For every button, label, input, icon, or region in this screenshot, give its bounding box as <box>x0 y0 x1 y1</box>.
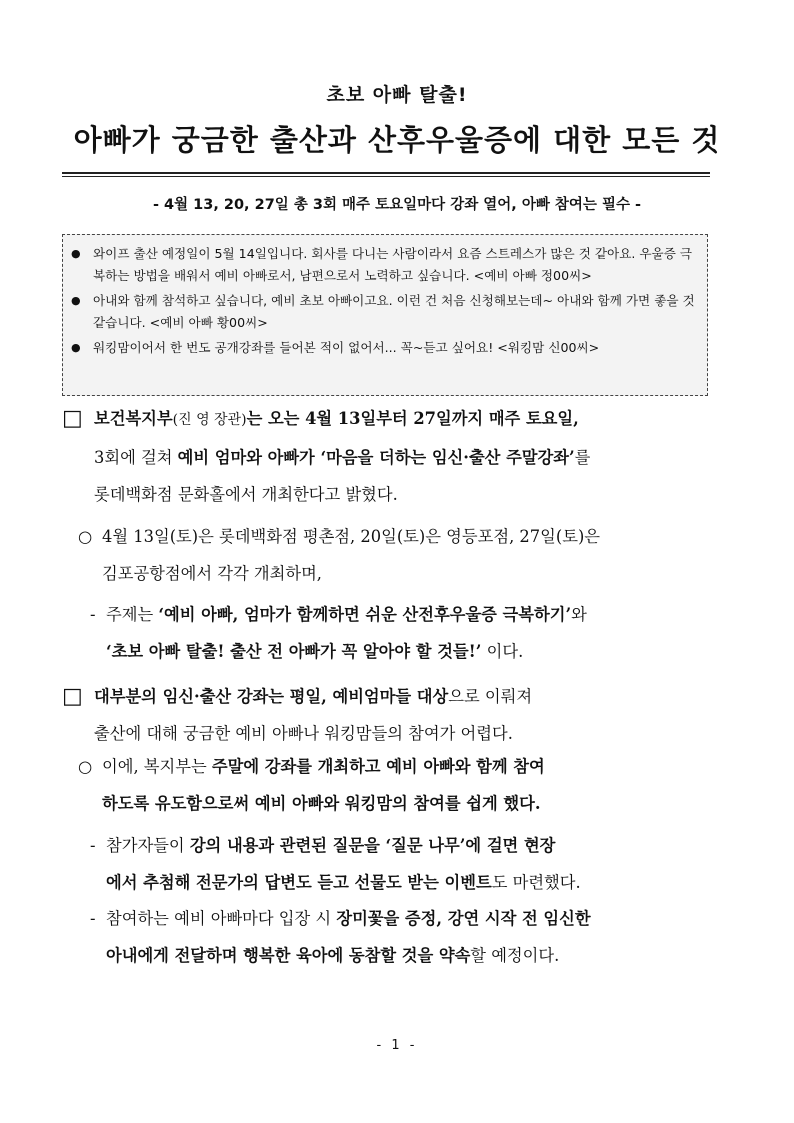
emphasis-text: 주말에 강좌를 개최하고 예비 아빠와 함께 참여 <box>211 757 545 776</box>
emphasis-text: 보건복지부 <box>94 409 173 428</box>
plain-text: 도 마련했다. <box>491 873 581 892</box>
plain-text: 참가자들이 <box>106 836 190 855</box>
paragraph-ministry-announcement <box>62 400 710 513</box>
paragraph-text <box>78 518 710 592</box>
plain-text: 출산에 대해 궁금한 예비 아빠나 워킹맘들의 참여가 어렵다. <box>94 724 513 743</box>
circle-bullet-icon: ○ <box>78 757 93 776</box>
paragraph-weekday-problem <box>62 678 710 752</box>
plain-text: 김포공항점에서 각각 개최하며, <box>102 564 322 583</box>
quote-text: 아내와 함께 참석하고 싶습니다, 예비 초보 아빠이고요. 이런 건 처음 신청해보는데~ 아내와 함께 가면 좋을 것 같습니다. <예비 아빠 황00씨> <box>93 293 695 330</box>
emphasis-text: 는 오는 4월 13일부터 27일까지 매주 토요일, <box>246 409 579 428</box>
plain-text: 와 <box>571 605 587 624</box>
quote-item <box>71 290 697 333</box>
quote-item <box>71 243 697 286</box>
plain-text: 으로 이뤄져 <box>448 687 533 706</box>
plain-text: 참여하는 예비 아빠마다 입장 시 <box>106 909 337 928</box>
paragraph-text <box>90 900 710 974</box>
quote-text: 와이프 출산 예정일이 5월 14일입니다. 회사를 다니는 사람이라서 요즘 스트레스가 많은 것 같아요. 우울증 극복하는 방법을 배워서 예비 아빠로서, 남편으로서 노력하고 싶습니다. <예비 아빠 정00씨> <box>93 246 693 283</box>
title-divider-thin <box>62 176 710 177</box>
plain-text: 할 예정이다. <box>470 946 560 965</box>
paragraph-rose-gift <box>90 900 710 974</box>
dash-bullet-icon: - <box>90 605 96 624</box>
plain-text: 3회에 걸쳐 <box>94 448 178 467</box>
paragraph-text <box>78 748 710 822</box>
plain-text: 를 <box>574 448 591 467</box>
title-divider <box>62 172 710 174</box>
checkbox-square-icon: □ <box>62 684 83 709</box>
bullet-icon: ● <box>71 294 81 307</box>
emphasis-text: 강의 내용과 관련된 질문을 ‘질문 나무’에 걸면 현장 <box>189 836 556 855</box>
plain-text: 이다. <box>481 642 524 661</box>
quote-item <box>71 337 697 359</box>
minister-note: (진 영 장관) <box>172 412 247 428</box>
headline-title: 아빠가 궁금한 출산과 산후우울증에 대한 모든 것 <box>73 123 721 157</box>
paragraph-weekend-solution <box>78 748 710 822</box>
bullet-icon: ● <box>71 341 81 354</box>
dash-bullet-icon: - <box>90 836 96 855</box>
paragraph-question-tree <box>90 827 710 901</box>
circle-bullet-icon: ○ <box>78 527 93 546</box>
paragraph-text <box>90 596 710 670</box>
paragraph-text <box>62 400 710 513</box>
emphasis-text: ‘초보 아빠 탈출! 출산 전 아빠가 꼭 알아야 할 것들!’ <box>106 642 482 661</box>
emphasis-text: 장미꽃을 증정, 강연 시작 전 임신한 <box>336 909 591 928</box>
paragraph-text <box>62 678 710 752</box>
emphasis-text: ‘예비 아빠, 엄마가 함께하면 쉬운 산전후우울증 극복하기’ <box>158 605 572 624</box>
checkbox-square-icon: □ <box>62 406 83 431</box>
paragraph-venues <box>78 518 710 592</box>
subheadline: - 4월 13, 20, 27일 총 3회 매주 토요일마다 강좌 열어, 아빠 참여는 필수 - <box>152 197 642 213</box>
paragraph-text <box>90 827 710 901</box>
paragraph-topics <box>90 596 710 670</box>
quote-text: 워킹맘이어서 한 번도 공개강좌를 들어본 적이 없어서... 꼭~듣고 싶어요! <워킹맘 신00씨> <box>93 340 600 355</box>
emphasis-text: 아내에게 전달하며 행복한 육아에 동참할 것을 약속 <box>106 946 471 965</box>
emphasis-text: 하도록 유도함으로써 예비 아빠와 워킹맘의 참여를 쉽게 했다. <box>102 794 541 813</box>
emphasis-text: 에서 추첨해 전문가의 답변도 듣고 선물도 받는 이벤트 <box>106 873 492 892</box>
bullet-icon: ● <box>71 247 81 260</box>
plain-text: 주제는 <box>106 605 159 624</box>
emphasis-text: 예비 엄마와 아빠가 ‘마음을 더하는 임신·출산 주말강좌’ <box>177 448 575 467</box>
emphasis-text: 대부분의 임신·출산 강좌는 평일, 예비엄마들 대상 <box>94 687 449 706</box>
quote-box <box>62 234 708 396</box>
page-number: - 1 - <box>376 1038 418 1053</box>
plain-text: 4월 13일(토)은 롯데백화점 평촌점, 20일(토)은 영등포점, 27일(토)은 <box>102 527 601 546</box>
plain-text: 이에, 복지부는 <box>102 757 212 776</box>
kicker-title: 초보 아빠 탈출! <box>326 84 468 106</box>
plain-text: 롯데백화점 문화홀에서 개최한다고 밝혔다. <box>94 485 398 504</box>
dash-bullet-icon: - <box>90 909 96 928</box>
